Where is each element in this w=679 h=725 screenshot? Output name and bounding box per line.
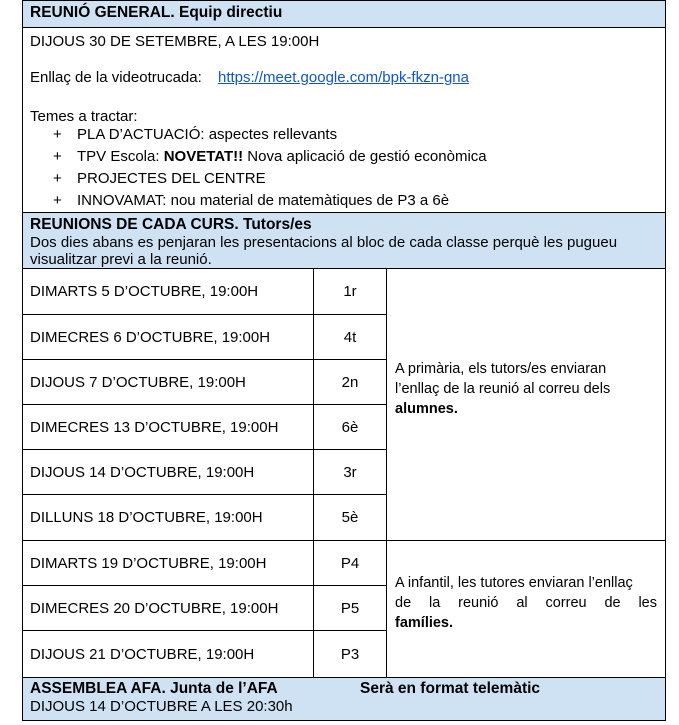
- table-row-group: [314, 631, 387, 678]
- group-text: 3r: [343, 463, 357, 481]
- general-meeting-date: DIJOUS 30 DE SETEMBRE, A LES 19:00H: [30, 33, 320, 50]
- table-row-date: [23, 586, 314, 631]
- schedule-table: [22, 268, 666, 677]
- general-meeting-header: [22, 0, 666, 28]
- topics-label: Temes a tractar:: [30, 108, 138, 125]
- infant-note-cell: [387, 541, 665, 678]
- videocall-link[interactable]: https://meet.google.com/bpk-fkzn-gna: [218, 69, 469, 86]
- table-row-group: [314, 541, 387, 586]
- primary-note: [395, 359, 657, 419]
- course-meetings-note: Dos dies abans es penjaran les presentacions al bloc de cada classe perquè les pugueu: [30, 234, 618, 251]
- topic-item: INNOVAMAT: nou material de matemàtiques de P3 a 6è: [77, 192, 450, 209]
- date-text: DIMECRES 20 D’OCTUBRE, 19:00H: [30, 599, 279, 617]
- meeting-calendar-document: [22, 0, 666, 722]
- course-meetings-title: REUNIONS DE CADA CURS. Tutors/es: [30, 216, 312, 233]
- infant-note: [395, 573, 657, 633]
- topic-text: TPV Escola:: [77, 148, 164, 165]
- afa-assembly-date: DIJOUS 14 D’OCTUBRE A LES 20:30h: [30, 698, 293, 715]
- group-text: P4: [340, 554, 360, 572]
- primary-note-cell: [387, 269, 665, 541]
- table-row-group: [314, 586, 387, 631]
- date-text: DIJOUS 14 D’OCTUBRE, 19:00H: [30, 463, 255, 481]
- topic-item: [77, 148, 487, 166]
- group-text: P5: [340, 599, 360, 617]
- bullet-icon: +: [53, 148, 62, 165]
- topic-item: PROJECTES DEL CENTRE: [77, 170, 266, 187]
- date-text: DIJOUS 7 D’OCTUBRE, 19:00H: [30, 373, 246, 391]
- table-row-group: [314, 450, 387, 495]
- group-text: 1r: [343, 283, 357, 300]
- note-line: de la reunió al correu de les: [395, 595, 657, 611]
- general-meeting-title: REUNIÓ GENERAL. Equip directiu: [30, 4, 283, 21]
- afa-assembly-title: ASSEMBLEA AFA. Junta de l’AFA: [30, 680, 278, 697]
- course-meetings-header: [22, 212, 666, 269]
- table-row-date: [23, 360, 314, 405]
- note-line: A primària, els tutors/es enviaran: [395, 361, 607, 377]
- note-line: A infantil, les tutores enviaran l’enllaç: [395, 575, 633, 591]
- note-line: l’enllaç de la reunió al correu dels: [395, 381, 611, 397]
- note-line: famílies.: [395, 615, 454, 631]
- date-text: DILLUNS 18 D’OCTUBRE, 19:00H: [30, 509, 263, 526]
- date-text: DIJOUS 21 D’OCTUBRE, 19:00H: [30, 646, 255, 663]
- table-row-date: [23, 450, 314, 495]
- group-text: P3: [340, 646, 360, 663]
- afa-assembly-format: Serà en format telemàtic: [360, 680, 541, 697]
- table-row-group: [314, 405, 387, 450]
- group-text: 4t: [343, 328, 357, 346]
- table-row-date: [23, 495, 314, 541]
- table-row-group: [314, 360, 387, 405]
- videocall-link-label: Enllaç de la videotrucada:: [30, 69, 202, 86]
- topic-text: Nova aplicació de gestió econòmica: [243, 148, 487, 165]
- group-text: 6è: [341, 418, 359, 436]
- table-row-date: [23, 269, 314, 315]
- bullet-icon: +: [53, 170, 62, 187]
- afa-assembly-section: [22, 677, 666, 721]
- table-row-date: [23, 541, 314, 586]
- table-row-group: [314, 269, 387, 315]
- group-text: 5è: [341, 509, 359, 526]
- date-text: DIMARTS 19 D’OCTUBRE, 19:00H: [30, 554, 267, 572]
- general-meeting-body: [22, 27, 666, 213]
- table-row-date: [23, 631, 314, 678]
- date-text: DIMARTS 5 D’OCTUBRE, 19:00H: [30, 283, 259, 300]
- bullet-icon: +: [53, 126, 62, 143]
- group-text: 2n: [341, 373, 359, 391]
- topic-highlight: NOVETAT!!: [163, 148, 244, 165]
- table-row-group: [314, 315, 387, 360]
- date-text: DIMECRES 13 D’OCTUBRE, 19:00H: [30, 418, 279, 436]
- note-line: alumnes.: [395, 401, 458, 417]
- date-text: DIMECRES 6 D’OCTUBRE, 19:00H: [30, 328, 271, 346]
- topic-item: PLA D’ACTUACIÓ: aspectes rellevants: [77, 126, 338, 143]
- table-row-date: [23, 405, 314, 450]
- table-row-date: [23, 315, 314, 360]
- bullet-icon: +: [53, 192, 62, 209]
- table-row-group: [314, 495, 387, 541]
- course-meetings-note: visualitzar previ a la reunió.: [30, 251, 212, 268]
